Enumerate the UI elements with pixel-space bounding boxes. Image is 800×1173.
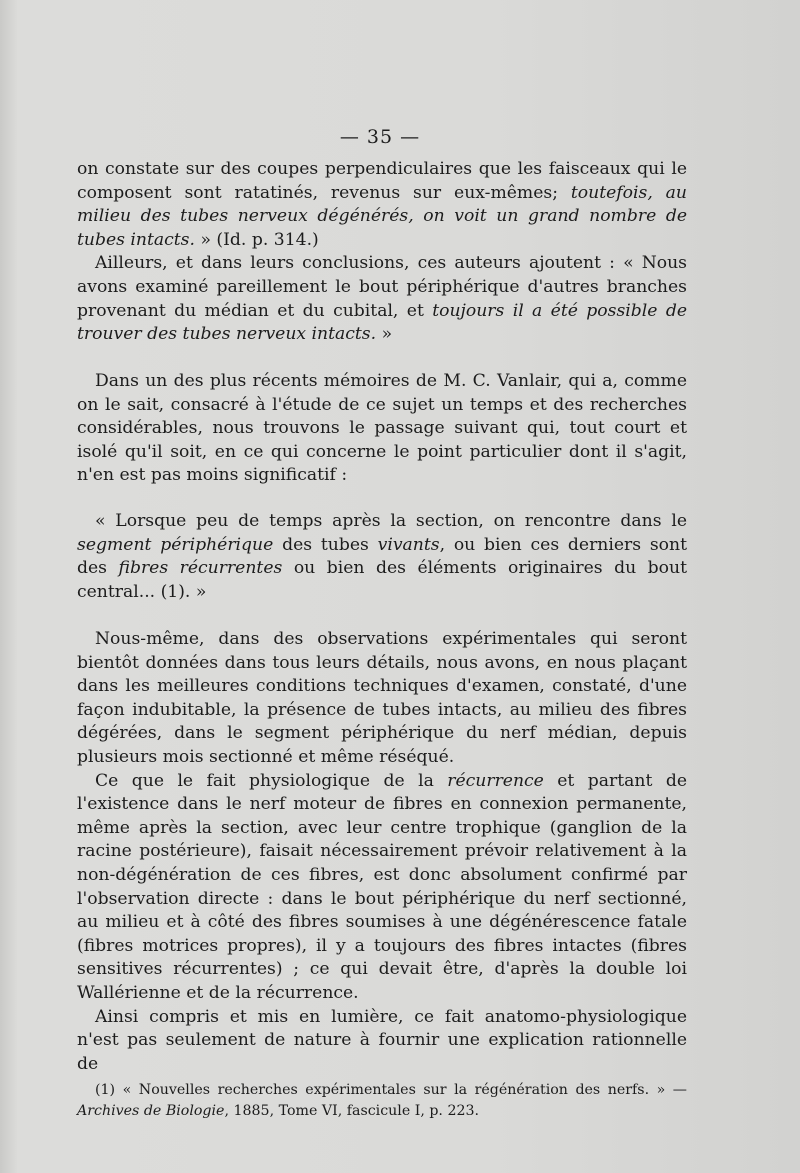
paragraph-6-text: Ce que le fait physiologique de la <box>95 770 448 791</box>
paragraph-4-italic-1: segment périphérique <box>77 534 274 555</box>
paragraph-4-italic-2: vivants <box>377 534 440 555</box>
paragraph-5: Nous-même, dans des observations expérimentales qui seront bientôt données dans tous leurs détails, nous avons, en nous plaçant dans les meilleures conditions techniques d'examen, constaté, d'une façon indubitable, la présence de tubes intacts, au milieu des fibres dégérées, dans le segment périphérique du nerf médian, depuis plusieurs mois sectionné et même réséqué. <box>77 629 687 767</box>
paragraph-4-text-4: ou bien des éléments originaires du bout central... (1). » <box>77 558 688 602</box>
paragraph-2-close: » <box>376 324 393 345</box>
paragraph-1-italic: toutefois, au milieu des tubes nerveux dégénérés, on voit un grand nombre de tubes intacts. <box>77 182 687 250</box>
paragraph-4 <box>77 510 687 604</box>
paragraph-6-italic: récurrence <box>447 770 544 791</box>
paragraph-3: Dans un des plus récents mémoires de M. C. Vanlair, qui a, comme on le sait, consacré à l'étude de ce sujet un temps et des recherches considérables, nous trouvons le passage suivant qui, tout court et isolé qu'il soit, en ce qui concerne le point particulier dont il s'agit, n'en est pas moins significatif : <box>77 371 687 486</box>
footnote-1 <box>77 1080 687 1122</box>
text-block-quote <box>77 510 687 604</box>
page-number: — 35 — <box>339 126 421 148</box>
footnote-journal: Archives de Biologie <box>77 1103 225 1119</box>
paragraph-4-text-2: des tubes <box>273 534 378 555</box>
footnote-text: (1) « Nouvelles recherches expérimentales sur la régénération des nerfs. » — <box>95 1082 687 1098</box>
paragraph-1-text: on constate sur des coupes perpendiculaires que les faisceaux qui le composent sont ratatinés, revenus sur eux-mêmes; <box>77 159 687 203</box>
paragraph-7: Ainsi compris et mis en lumière, ce fait anatomo-physiologique n'est pas seulement de nature à fournir une explication rationnelle de <box>77 1006 687 1074</box>
paragraph-6 <box>77 770 687 1006</box>
paragraph-6-text-2: et partant de l'existence dans le nerf moteur de fibres en connexion permanente, même après la section, avec leur centre trophique (ganglion de la racine postérieure), faisait nécessairement prévoir relativement à la non-dégénération de ces fibres, est donc absolument confirmé par l'observation directe : dans le bout périphérique du nerf sectionné, au milieu et à côté des fibres soumises à une dégénérescence fatale (fibres motrices propres), il y a toujours des fibres intactes (fibres sensitives récurrentes) ; ce qui devait être, d'après la double loi Wallérienne et de la récurrence. <box>77 770 687 1003</box>
paragraph-4-italic-3: fibres récurrentes <box>118 558 283 579</box>
paragraph-4-text-3: , ou bien ces derniers sont des <box>77 534 687 579</box>
paragraph-2 <box>77 252 687 346</box>
footnote-details: , 1885, Tome VI, fascicule I, p. 223. <box>224 1103 480 1119</box>
paragraph-2-text: Ailleurs, et dans leurs conclusions, ces auteurs ajoutent : « Nous avons examiné pareillement le bout périphérique d'autres branches provenant du médian et du cubital, et <box>77 253 687 321</box>
paragraph-1 <box>77 158 687 252</box>
paragraph-1-citation: » (Id. p. 314.) <box>194 229 319 250</box>
paragraph-2-italic: toujours il a été possible de trouver des tubes nerveux intacts. <box>77 300 687 345</box>
footnote <box>77 1080 687 1122</box>
paragraph-4-text: « Lorsque peu de temps après la section, on rencontre dans le <box>95 511 687 531</box>
text-block-vanlair <box>77 370 687 488</box>
text-block-upper <box>77 158 687 347</box>
text-block-lower <box>77 628 687 1076</box>
